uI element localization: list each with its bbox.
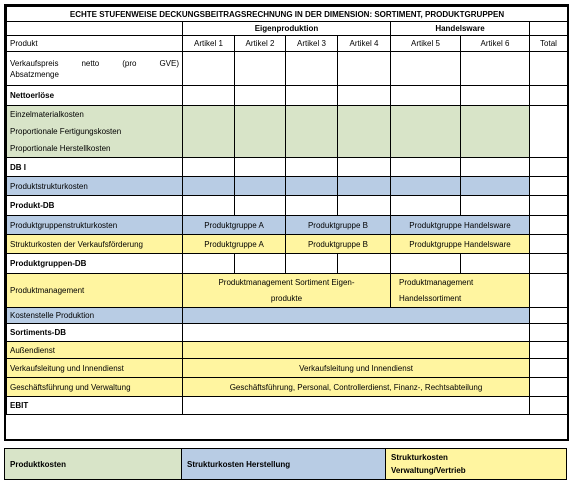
row-aussendienst: Außendienst (7, 342, 183, 359)
legend-strukturkosten-herstellung: Strukturkosten Herstellung (181, 448, 386, 480)
header-artikel-6: Artikel 6 (461, 36, 530, 52)
header-artikel-2: Artikel 2 (235, 36, 286, 52)
header-artikel-5: Artikel 5 (391, 36, 461, 52)
cell-vkf-pg-b: Produktgruppe B (286, 235, 391, 254)
cell-pm-handel: Produktmanagement Handelssortiment (391, 274, 530, 308)
row-produktstrukturkosten: Produktstrukturkosten (7, 177, 183, 196)
row-ebit: EBIT (7, 397, 183, 415)
table-title: ECHTE STUFENWEISE DECKUNGSBEITRAGSRECHNUNG IN DER DIMENSION: SORTIMENT, PRODUKTGRUPPEN (7, 7, 568, 22)
row-pg-strukturkosten: Produktgruppenstrukturkosten (7, 216, 183, 235)
header-total: Total (530, 36, 568, 52)
row-kostenstelle-produktion: Kostenstelle Produktion (7, 308, 183, 324)
cell-pg-a: Produktgruppe A (183, 216, 286, 235)
cell-verkaufsleitung: Verkaufsleitung und Innendienst (183, 359, 530, 378)
header-produkt: Produkt (7, 36, 183, 52)
db-table (6, 6, 568, 415)
row-produktmanagement: Produktmanagement (7, 274, 183, 308)
header-handelsware: Handelsware (391, 22, 530, 36)
legend-produktkosten: Produktkosten (4, 448, 182, 480)
legend-strukturkosten-verwaltung: Strukturkosten Verwaltung/Vertrieb (385, 448, 567, 480)
row-verkaufspreis: Verkaufspreis netto (pro GVE) Absatzmenge (7, 52, 183, 86)
row-einzelkosten: Einzelmaterialkosten Proportionale Fertigungskosten Proportionale Herstellkosten (7, 106, 183, 158)
cell-vkf-pg-handel: Produktgruppe Handelsware (391, 235, 530, 254)
cell-pm-sortiment: Produktmanagement Sortiment Eigen-produkte (183, 274, 391, 308)
row-strukturkosten-vkf: Strukturkosten der Verkaufsförderung (7, 235, 183, 254)
row-pg-db: Produktgruppen-DB (7, 254, 183, 274)
cell-geschaeftsfuehrung: Geschäftsführung, Personal, Controllerdienst, Finanz-, Rechtsabteilung (183, 378, 530, 397)
header-artikel-3: Artikel 3 (286, 36, 338, 52)
header-artikel-1: Artikel 1 (183, 36, 235, 52)
cell-vkf-pg-a: Produktgruppe A (183, 235, 286, 254)
row-geschaeftsfuehrung: Geschäftsführung und Verwaltung (7, 378, 183, 397)
cell-pg-handel: Produktgruppe Handelsware (391, 216, 530, 235)
header-eigenproduktion: Eigenproduktion (183, 22, 391, 36)
cell-pg-b: Produktgruppe B (286, 216, 391, 235)
row-sortiments-db: Sortiments-DB (7, 324, 183, 342)
row-nettoerloese: Nettoerlöse (7, 86, 183, 106)
header-artikel-4: Artikel 4 (338, 36, 391, 52)
row-produkt-db: Produkt-DB (7, 196, 183, 216)
row-verkaufsleitung: Verkaufsleitung und Innendienst (7, 359, 183, 378)
row-db1: DB I (7, 158, 183, 177)
